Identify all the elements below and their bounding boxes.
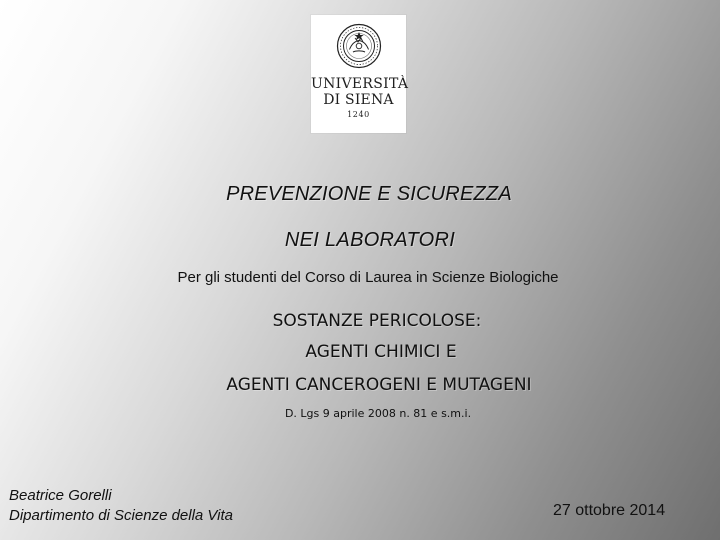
title-line-2: NEI LABORATORI <box>284 229 456 251</box>
topic-line-1: SOSTANZE PERICOLOSE: <box>272 311 482 331</box>
date: 27 ottobre 2014 <box>553 502 666 519</box>
law-reference: D. Lgs 9 aprile 2008 n. 81 e s.m.i. <box>284 407 472 420</box>
logo-text-line3: 1240 <box>347 110 370 119</box>
author-name: Beatrice Gorelli <box>9 487 112 504</box>
logo-text-line2: DI SIENA <box>323 92 394 108</box>
university-seal-icon <box>335 22 383 70</box>
author-block <box>9 486 233 526</box>
university-logo <box>311 15 409 133</box>
author-department: Dipartimento di Scienze della Vita <box>9 507 234 524</box>
topic-line-2: AGENTI CHIMICI E <box>305 342 457 362</box>
topic-line-3: AGENTI CANCEROGENI E MUTAGENI <box>226 375 532 395</box>
subtitle: Per gli studenti del Corso di Laurea in Scienze Biologiche <box>177 269 559 286</box>
logo-text-line1: UNIVERSITÀ <box>311 76 409 92</box>
title-line-1: PREVENZIONE E SICUREZZA <box>226 183 512 205</box>
